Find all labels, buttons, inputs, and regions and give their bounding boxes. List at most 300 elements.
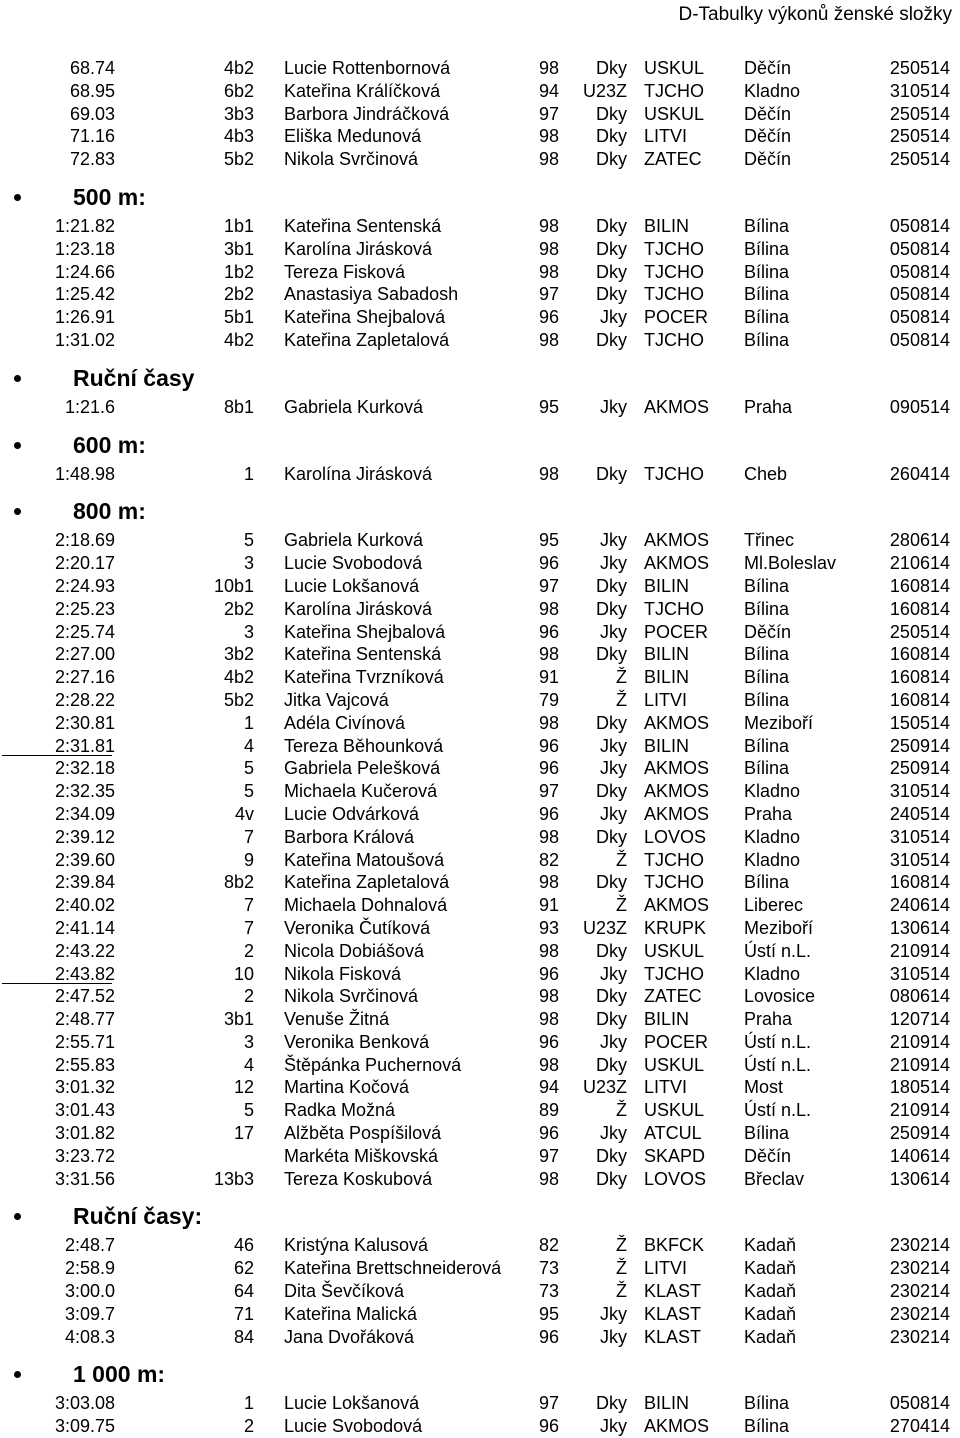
venue: Břeclav xyxy=(744,1168,805,1189)
category: Dky xyxy=(596,1168,627,1189)
birth-year: 96 xyxy=(538,1416,559,1437)
result-date: 130614 xyxy=(889,917,950,938)
birth-year: 97 xyxy=(538,284,559,305)
athlete-name: Karolína Jirásková xyxy=(284,238,433,259)
category: Dky xyxy=(596,872,627,893)
venue: Kadaň xyxy=(744,1303,797,1324)
result-time: 2:24.93 xyxy=(54,575,115,596)
birth-year: 96 xyxy=(538,1123,559,1144)
table-row xyxy=(0,871,960,894)
result-time: 2:27.00 xyxy=(54,644,115,665)
venue: Kladno xyxy=(744,80,801,101)
club-code: POCER xyxy=(644,1031,709,1052)
result-time: 2:39.84 xyxy=(54,872,115,893)
table-row xyxy=(0,1326,960,1349)
result-time: 2:39.60 xyxy=(54,849,115,870)
result-place: 5b2 xyxy=(223,689,254,710)
category: Ž xyxy=(616,849,627,870)
venue: Kadaň xyxy=(744,1235,797,1256)
athlete-name: Tereza Běhounková xyxy=(284,735,444,756)
result-place: 71 xyxy=(233,1303,254,1324)
category: Ž xyxy=(616,667,627,688)
venue: Bílina xyxy=(744,575,790,596)
venue: Bílina xyxy=(744,689,790,710)
table-row xyxy=(0,1122,960,1145)
athlete-name: Nikola Svrčinová xyxy=(284,149,419,170)
result-place: 4b2 xyxy=(223,667,254,688)
club-code: TJCHO xyxy=(644,238,704,259)
athlete-name: Michaela Dohnalová xyxy=(284,895,448,916)
result-time: 3:01.43 xyxy=(54,1100,115,1121)
category: Dky xyxy=(596,826,627,847)
section-title: Ruční časy: xyxy=(73,1203,203,1230)
result-date: 130614 xyxy=(889,1168,950,1189)
table-row xyxy=(0,963,960,986)
athlete-name: Gabriela Kurková xyxy=(284,396,424,417)
result-place: 5 xyxy=(243,781,254,802)
result-date: 240614 xyxy=(889,895,950,916)
result-time: 2:30.81 xyxy=(54,712,115,733)
birth-year: 94 xyxy=(538,1077,559,1098)
table-row xyxy=(0,396,960,419)
birth-year: 98 xyxy=(538,644,559,665)
table-row xyxy=(0,1168,960,1191)
venue: Praha xyxy=(744,396,793,417)
birth-year: 98 xyxy=(538,826,559,847)
result-place: 10 xyxy=(233,963,254,984)
result-date: 210914 xyxy=(889,1100,950,1121)
result-date: 250514 xyxy=(889,126,950,147)
result-date: 150514 xyxy=(889,712,950,733)
result-place: 8b2 xyxy=(223,872,254,893)
table-row xyxy=(0,552,960,575)
venue: Bílina xyxy=(744,598,790,619)
category: Dky xyxy=(596,329,627,350)
result-place: 8b1 xyxy=(223,396,254,417)
venue: Bílina xyxy=(744,284,790,305)
club-code: ZATEC xyxy=(644,149,702,170)
result-time: 1:21.82 xyxy=(54,215,115,236)
birth-year: 93 xyxy=(538,917,559,938)
birth-year: 97 xyxy=(538,103,559,124)
table-row xyxy=(0,238,960,261)
table-row xyxy=(0,1234,960,1257)
result-place: 3b1 xyxy=(223,238,254,259)
category: Jky xyxy=(600,758,627,779)
venue: Bílina xyxy=(744,667,790,688)
result-place: 5 xyxy=(243,530,254,551)
result-place: 7 xyxy=(243,895,254,916)
row-underline xyxy=(2,983,112,984)
category: Ž xyxy=(616,1281,627,1302)
athlete-name: Lucie Svobodová xyxy=(284,1416,423,1437)
table-row xyxy=(0,598,960,621)
venue: Bílina xyxy=(744,758,790,779)
athlete-name: Kateřina Tvrzníková xyxy=(284,667,444,688)
category: Jky xyxy=(600,1326,627,1347)
result-place: 3 xyxy=(243,1031,254,1052)
result-time: 4:08.3 xyxy=(64,1326,115,1347)
result-place: 4b3 xyxy=(223,126,254,147)
result-time: 2:20.17 xyxy=(54,553,115,574)
result-time: 2:25.74 xyxy=(54,621,115,642)
club-code: KLAST xyxy=(644,1281,702,1302)
result-date: 050814 xyxy=(889,261,950,282)
result-date: 120714 xyxy=(889,1009,950,1030)
bullet-icon xyxy=(14,442,21,449)
result-date: 230214 xyxy=(889,1326,950,1347)
table-row xyxy=(0,1257,960,1280)
result-time: 2:55.83 xyxy=(54,1054,115,1075)
category: Jky xyxy=(600,1031,627,1052)
result-date: 310514 xyxy=(889,849,950,870)
birth-year: 98 xyxy=(538,58,559,78)
athlete-name: Barbora Králová xyxy=(284,826,415,847)
result-date: 160814 xyxy=(889,575,950,596)
result-time: 1:31.02 xyxy=(54,329,115,350)
result-time: 68.95 xyxy=(69,80,115,101)
club-code: USKUL xyxy=(644,58,705,78)
club-code: BILIN xyxy=(644,575,690,596)
athlete-name: Štěpánka Puchernová xyxy=(284,1054,462,1075)
athlete-name: Nikola Svrčinová xyxy=(284,986,419,1007)
table-row xyxy=(0,1392,960,1415)
athlete-name: Jitka Vajcová xyxy=(284,689,389,710)
result-date: 160814 xyxy=(889,689,950,710)
club-code: POCER xyxy=(644,307,709,328)
table-row xyxy=(0,283,960,306)
category: Jky xyxy=(600,735,627,756)
club-code: POCER xyxy=(644,621,709,642)
athlete-name: Kateřina Malická xyxy=(284,1303,418,1324)
birth-year: 91 xyxy=(538,895,559,916)
result-date: 050814 xyxy=(889,307,950,328)
venue: Ústí n.L. xyxy=(744,1054,812,1075)
athlete-name: Markéta Miškovská xyxy=(284,1145,439,1166)
result-date: 310514 xyxy=(889,826,950,847)
table-row xyxy=(0,329,960,352)
venue: Meziboří xyxy=(744,917,814,938)
result-date: 050814 xyxy=(889,215,950,236)
birth-year: 96 xyxy=(538,621,559,642)
result-place: 5 xyxy=(243,758,254,779)
venue: Bílina xyxy=(744,261,790,282)
club-code: LITVI xyxy=(644,689,688,710)
venue: Kadaň xyxy=(744,1281,797,1302)
table-row xyxy=(0,917,960,940)
athlete-name: Jana Dvořáková xyxy=(284,1326,415,1347)
birth-year: 94 xyxy=(538,80,559,101)
category: Jky xyxy=(600,530,627,551)
athlete-name: Kateřina Zapletalová xyxy=(284,329,450,350)
birth-year: 98 xyxy=(538,463,559,484)
athlete-name: Karolína Jirásková xyxy=(284,463,433,484)
result-date: 250514 xyxy=(889,103,950,124)
birth-year: 98 xyxy=(538,149,559,170)
venue: Bílina xyxy=(744,644,790,665)
athlete-name: Karolína Jirásková xyxy=(284,598,433,619)
venue: Děčín xyxy=(744,149,792,170)
athlete-name: Kateřina Brettschneiderová xyxy=(284,1258,502,1279)
result-time: 3:01.32 xyxy=(54,1077,115,1098)
club-code: AKMOS xyxy=(644,530,710,551)
athlete-name: Martina Kočová xyxy=(284,1077,410,1098)
section-title: 800 m: xyxy=(73,498,146,525)
athlete-name: Tereza Koskubová xyxy=(284,1168,433,1189)
result-place: 4 xyxy=(243,1054,254,1075)
result-date: 230214 xyxy=(889,1235,950,1256)
venue: Ústí n.L. xyxy=(744,940,812,961)
club-code: TJCHO xyxy=(644,849,704,870)
category: Ž xyxy=(616,895,627,916)
club-code: AKMOS xyxy=(644,781,710,802)
table-row xyxy=(0,306,960,329)
athlete-name: Veronika Benková xyxy=(284,1031,430,1052)
table-row xyxy=(0,666,960,689)
club-code: AKMOS xyxy=(644,1416,710,1437)
venue: Lovosice xyxy=(744,986,816,1007)
result-time: 2:31.81 xyxy=(54,735,115,756)
category: Dky xyxy=(596,1054,627,1075)
birth-year: 82 xyxy=(538,849,559,870)
result-place: 6b2 xyxy=(223,80,254,101)
result-place: 3b3 xyxy=(223,103,254,124)
result-time: 2:55.71 xyxy=(54,1031,115,1052)
result-date: 180514 xyxy=(889,1077,950,1098)
result-time: 71.16 xyxy=(69,126,115,147)
birth-year: 98 xyxy=(538,238,559,259)
result-time: 2:32.18 xyxy=(54,758,115,779)
result-date: 230214 xyxy=(889,1303,950,1324)
result-date: 250514 xyxy=(889,149,950,170)
club-code: LITVI xyxy=(644,126,688,147)
section-title: 500 m: xyxy=(73,183,146,210)
birth-year: 95 xyxy=(538,530,559,551)
table-row xyxy=(0,849,960,872)
venue: Bílina xyxy=(744,329,790,350)
result-time: 1:21.6 xyxy=(64,396,115,417)
result-time: 1:24.66 xyxy=(54,261,115,282)
table-row xyxy=(0,103,960,126)
venue: Bílina xyxy=(744,1416,790,1437)
result-time: 2:34.09 xyxy=(54,803,115,824)
birth-year: 91 xyxy=(538,667,559,688)
category: Jky xyxy=(600,307,627,328)
club-code: BILIN xyxy=(644,215,690,236)
page-header: D-Tabulky výkonů ženské složky xyxy=(678,4,952,25)
section-heading xyxy=(0,352,960,396)
birth-year: 95 xyxy=(538,1303,559,1324)
table-row xyxy=(0,826,960,849)
club-code: AKMOS xyxy=(644,712,710,733)
category: Dky xyxy=(596,58,627,78)
club-code: TJCHO xyxy=(644,80,704,101)
result-date: 210614 xyxy=(889,553,950,574)
result-time: 3:31.56 xyxy=(54,1168,115,1189)
category: Jky xyxy=(600,1416,627,1437)
category: Dky xyxy=(596,463,627,484)
result-date: 210914 xyxy=(889,940,950,961)
result-time: 2:25.23 xyxy=(54,598,115,619)
athlete-name: Alžběta Pospíšilová xyxy=(284,1123,442,1144)
birth-year: 97 xyxy=(538,781,559,802)
venue: Děčín xyxy=(744,621,792,642)
result-time: 2:41.14 xyxy=(54,917,115,938)
result-date: 160814 xyxy=(889,644,950,665)
club-code: KLAST xyxy=(644,1326,702,1347)
birth-year: 96 xyxy=(538,1031,559,1052)
club-code: TJCHO xyxy=(644,872,704,893)
venue: Bílina xyxy=(744,1123,790,1144)
category: Jky xyxy=(600,553,627,574)
athlete-name: Nicola Dobiášová xyxy=(284,940,425,961)
result-place: 3b2 xyxy=(223,644,254,665)
club-code: LOVOS xyxy=(644,1168,707,1189)
club-code: ZATEC xyxy=(644,986,702,1007)
result-place: 1 xyxy=(243,712,254,733)
athlete-name: Lucie Odvárková xyxy=(284,803,420,824)
venue: Kladno xyxy=(744,826,801,847)
table-row xyxy=(0,125,960,148)
athlete-name: Kateřina Sentenská xyxy=(284,644,442,665)
venue: Praha xyxy=(744,1009,793,1030)
birth-year: 96 xyxy=(538,1326,559,1347)
result-time: 2:18.69 xyxy=(54,530,115,551)
birth-year: 97 xyxy=(538,1393,559,1414)
result-date: 160814 xyxy=(889,872,950,893)
birth-year: 96 xyxy=(538,963,559,984)
bullet-icon xyxy=(14,375,21,382)
result-place: 2 xyxy=(243,940,254,961)
club-code: TJCHO xyxy=(644,284,704,305)
athlete-name: Michaela Kučerová xyxy=(284,781,438,802)
athlete-name: Lucie Lokšanová xyxy=(284,1393,420,1414)
result-time: 2:40.02 xyxy=(54,895,115,916)
section-title: 600 m: xyxy=(73,431,146,458)
result-place: 84 xyxy=(233,1326,254,1347)
club-code: USKUL xyxy=(644,1100,705,1121)
category: Jky xyxy=(600,963,627,984)
birth-year: 98 xyxy=(538,712,559,733)
athlete-name: Dita Ševčíková xyxy=(284,1281,405,1302)
result-date: 270414 xyxy=(889,1416,950,1437)
result-time: 2:48.77 xyxy=(54,1009,115,1030)
result-time: 1:25.42 xyxy=(54,284,115,305)
result-place: 2 xyxy=(243,1416,254,1437)
category: Dky xyxy=(596,215,627,236)
club-code: KRUPK xyxy=(644,917,707,938)
club-code: SKAPD xyxy=(644,1145,706,1166)
result-date: 050814 xyxy=(889,238,950,259)
result-place: 10b1 xyxy=(213,575,254,596)
table-row xyxy=(0,985,960,1008)
club-code: AKMOS xyxy=(644,895,710,916)
category: U23Z xyxy=(582,917,627,938)
birth-year: 96 xyxy=(538,735,559,756)
result-place: 12 xyxy=(233,1077,254,1098)
result-time: 68.74 xyxy=(69,58,115,78)
table-row xyxy=(0,1054,960,1077)
club-code: BILIN xyxy=(644,644,690,665)
category: U23Z xyxy=(582,80,627,101)
birth-year: 98 xyxy=(538,261,559,282)
club-code: AKMOS xyxy=(644,758,710,779)
club-code: BKFCK xyxy=(644,1235,705,1256)
result-time: 2:27.16 xyxy=(54,667,115,688)
club-code: ATCUL xyxy=(644,1123,702,1144)
venue: Bílina xyxy=(744,735,790,756)
section-heading xyxy=(0,485,960,529)
venue: Bílina xyxy=(744,872,790,893)
birth-year: 96 xyxy=(538,803,559,824)
club-code: AKMOS xyxy=(644,396,710,417)
table-row xyxy=(0,1031,960,1054)
result-place: 3 xyxy=(243,621,254,642)
club-code: BILIN xyxy=(644,1009,690,1030)
result-date: 250914 xyxy=(889,758,950,779)
result-date: 050814 xyxy=(889,329,950,350)
table-row xyxy=(0,735,960,758)
venue: Most xyxy=(744,1077,784,1098)
venue: Ústí n.L. xyxy=(744,1031,812,1052)
category: Dky xyxy=(596,126,627,147)
birth-year: 79 xyxy=(538,689,559,710)
result-place: 5 xyxy=(243,1100,254,1121)
athlete-name: Adéla Civínová xyxy=(284,712,406,733)
result-time: 3:01.82 xyxy=(54,1123,115,1144)
table-row xyxy=(0,148,960,171)
result-date: 250514 xyxy=(889,621,950,642)
athlete-name: Kateřina Shejbalová xyxy=(284,621,446,642)
category: Dky xyxy=(596,598,627,619)
result-date: 160814 xyxy=(889,667,950,688)
athlete-name: Kateřina Králíčková xyxy=(284,80,441,101)
bullet-icon xyxy=(14,1371,21,1378)
birth-year: 98 xyxy=(538,872,559,893)
athlete-name: Venuše Žitná xyxy=(284,1009,390,1030)
category: Dky xyxy=(596,781,627,802)
athlete-name: Barbora Jindráčková xyxy=(284,103,450,124)
athlete-name: Nikola Fisková xyxy=(284,963,402,984)
category: Dky xyxy=(596,712,627,733)
athlete-name: Lucie Svobodová xyxy=(284,553,423,574)
venue: Ústí n.L. xyxy=(744,1100,812,1121)
result-place: 2b2 xyxy=(223,598,254,619)
club-code: LITVI xyxy=(644,1077,688,1098)
category: Dky xyxy=(596,238,627,259)
result-place: 2 xyxy=(243,986,254,1007)
result-time: 2:28.22 xyxy=(54,689,115,710)
result-date: 260414 xyxy=(889,463,950,484)
result-date: 160814 xyxy=(889,598,950,619)
club-code: BILIN xyxy=(644,667,690,688)
club-code: TJCHO xyxy=(644,463,704,484)
result-place: 4b2 xyxy=(223,58,254,78)
result-place: 2b2 xyxy=(223,284,254,305)
result-date: 090514 xyxy=(889,396,950,417)
athlete-name: Veronika Čutíková xyxy=(284,917,431,938)
athlete-name: Eliška Medunová xyxy=(284,126,422,147)
result-date: 310514 xyxy=(889,80,950,101)
result-date: 250914 xyxy=(889,1123,950,1144)
category: Dky xyxy=(596,1009,627,1030)
table-row xyxy=(0,1008,960,1031)
table-row xyxy=(0,529,960,552)
category: Dky xyxy=(596,575,627,596)
athlete-name: Gabriela Pelešková xyxy=(284,758,441,779)
venue: Bílina xyxy=(744,1393,790,1414)
category: Jky xyxy=(600,1303,627,1324)
